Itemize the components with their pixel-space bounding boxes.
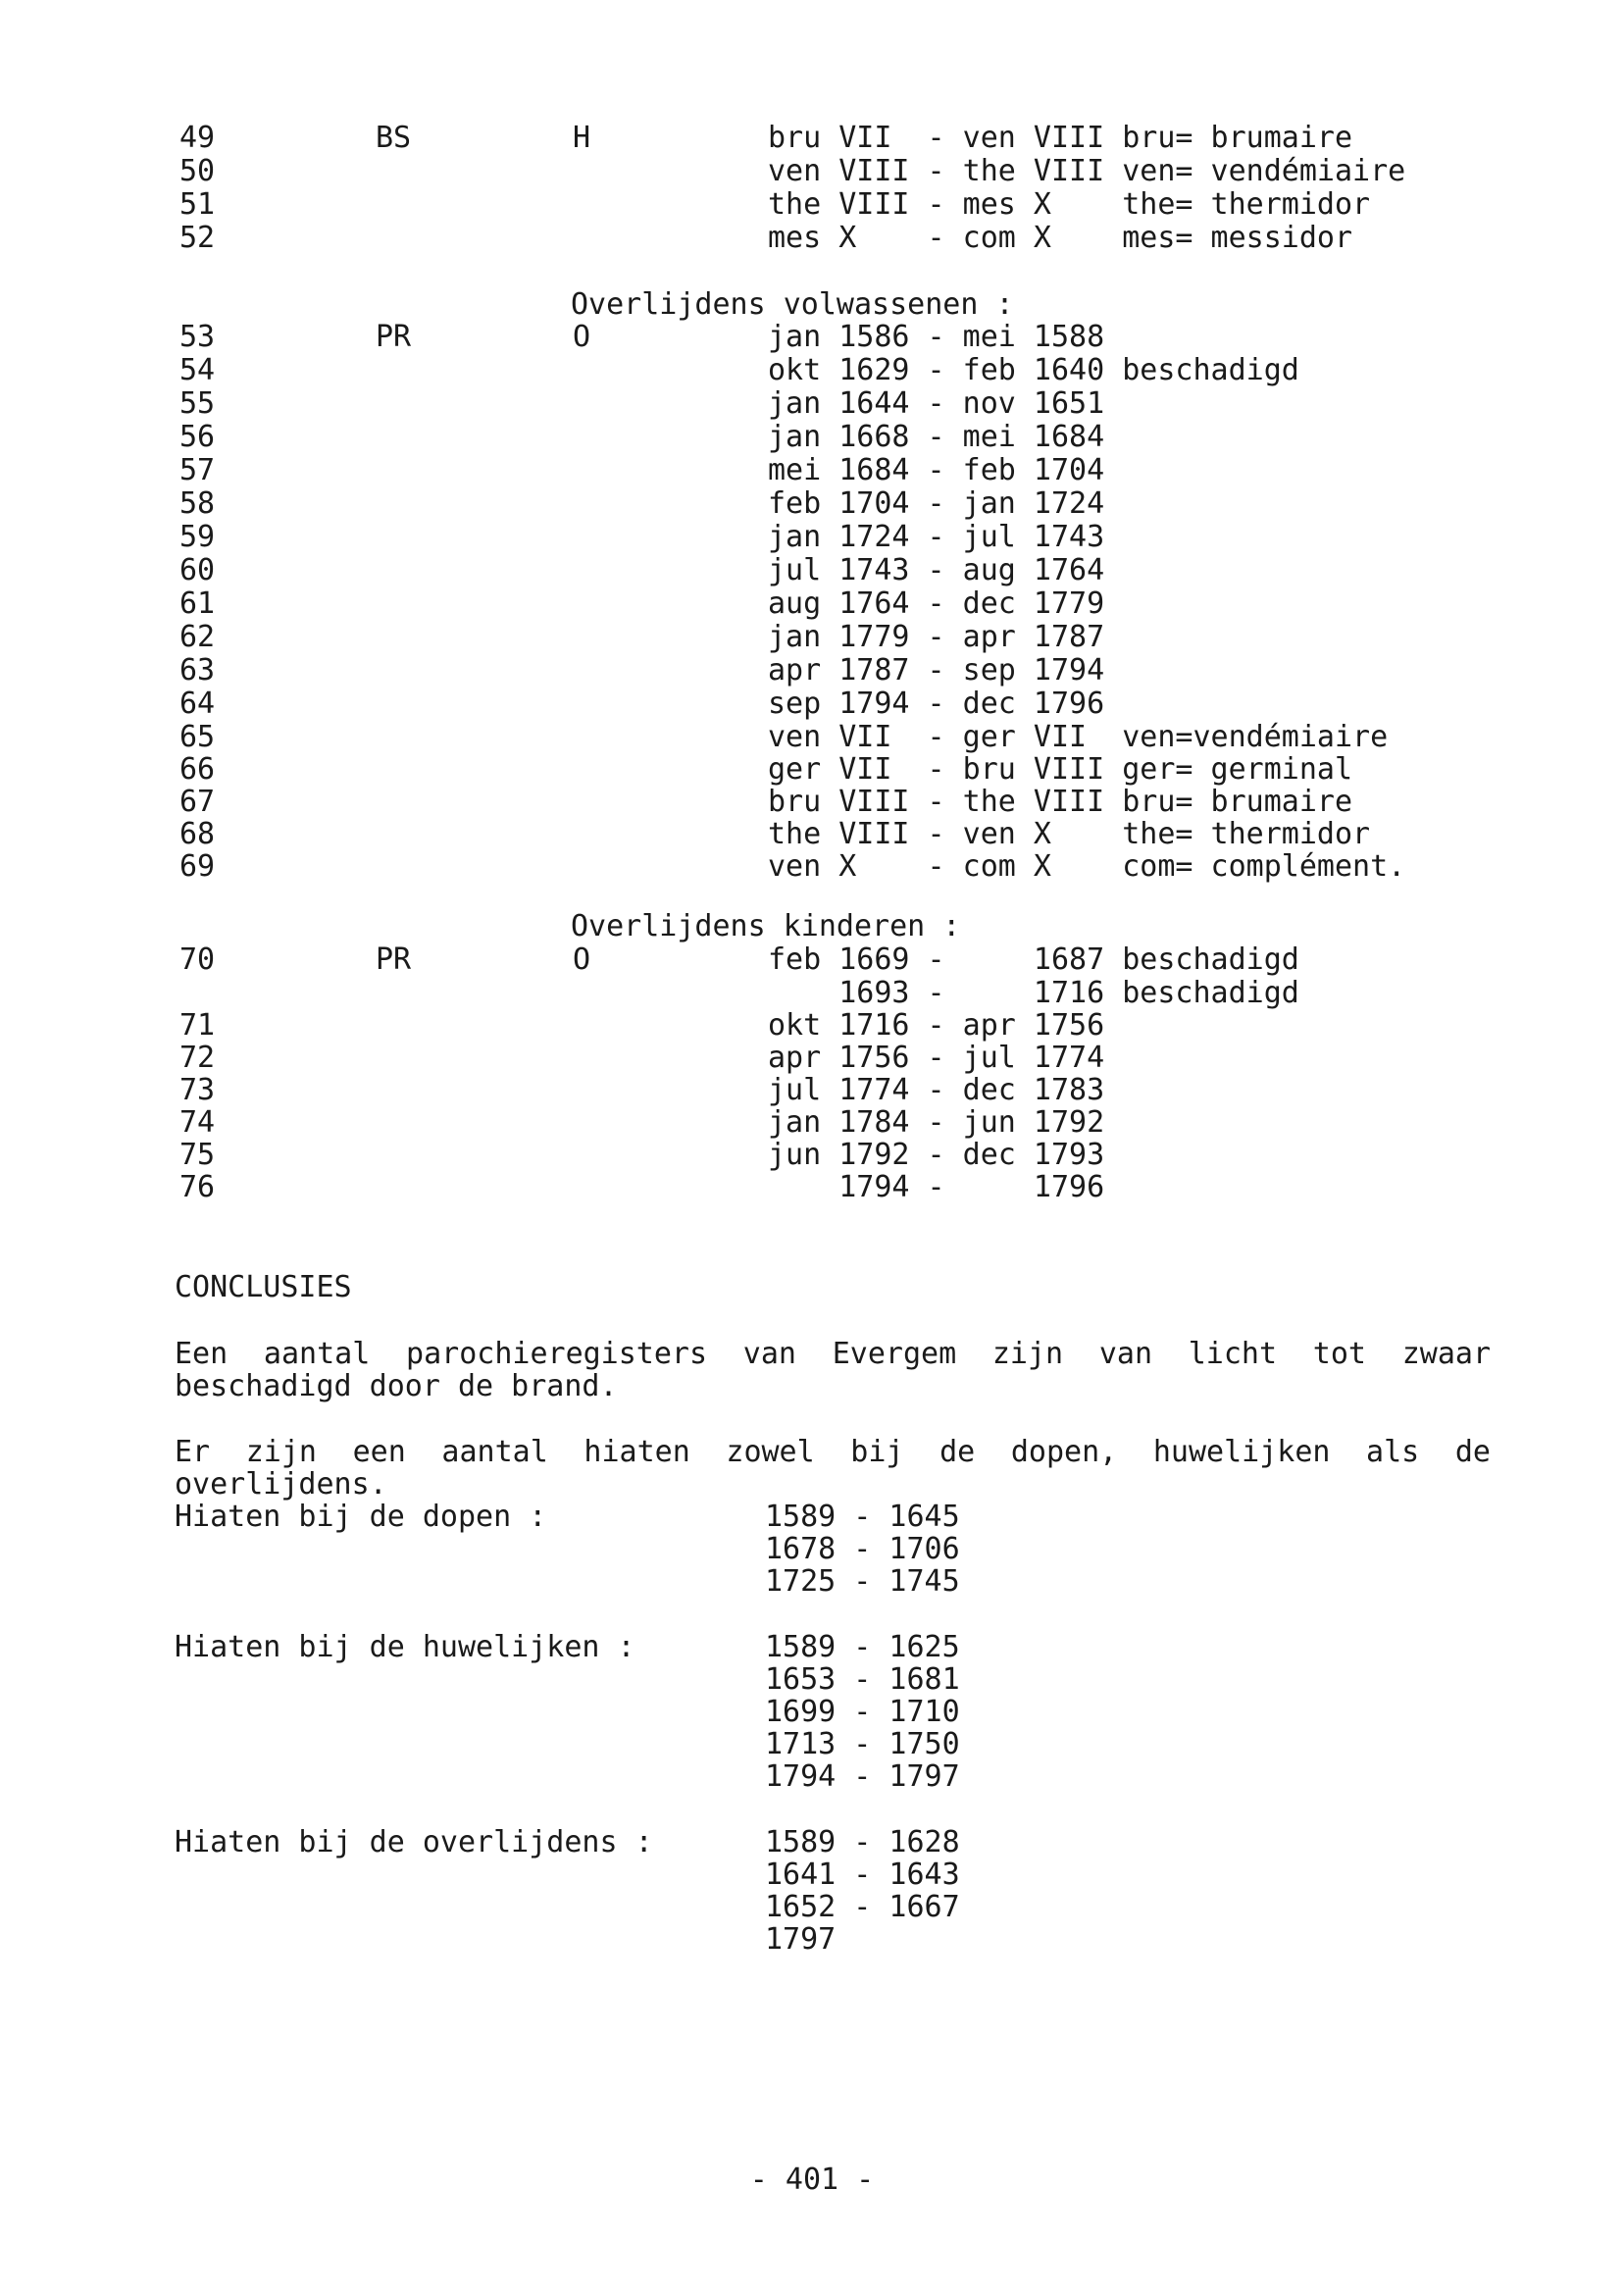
row-number: 64: [179, 687, 216, 721]
row-number: 50: [179, 154, 216, 188]
row-number: 58: [179, 486, 216, 521]
row-dates: feb 1704 - jan 1724: [768, 486, 1105, 521]
row-number: 59: [179, 520, 216, 554]
gap-range: 1589 - 1628: [765, 1825, 960, 1859]
gap-range: 1725 - 1745: [765, 1564, 960, 1599]
conclusions-paragraph: Er zijn een aantal hiaten zowel bij de dopen, huwelijken als de overlijdens.: [175, 1435, 1491, 1502]
gap-range: 1678 - 1706: [765, 1532, 960, 1566]
row-dates: jan 1724 - jul 1743: [768, 520, 1105, 554]
row-number: 55: [179, 386, 216, 421]
row-number: 68: [179, 817, 216, 851]
conclusions-title: CONCLUSIES: [175, 1270, 352, 1304]
row-number: 71: [179, 1008, 216, 1043]
row-code: O: [573, 320, 591, 354]
row-dates: jul 1743 - aug 1764: [768, 553, 1105, 587]
row-number: 73: [179, 1073, 216, 1107]
gap-range: 1652 - 1667: [765, 1890, 960, 1924]
row-number: 72: [179, 1041, 216, 1075]
row-dates: jan 1644 - nov 1651: [768, 386, 1105, 421]
row-number: 66: [179, 752, 216, 787]
row-dates: jun 1792 - dec 1793: [768, 1138, 1105, 1172]
gap-range: 1589 - 1625: [765, 1630, 960, 1664]
row-code: O: [573, 942, 591, 977]
row-dates: 1794 - 1796: [768, 1170, 1105, 1204]
row-dates: mes X - com X mes= messidor: [768, 221, 1353, 255]
gaps-label-baptisms: Hiaten bij de dopen :: [175, 1500, 547, 1534]
row-type: PR: [376, 320, 412, 354]
row-dates: jul 1774 - dec 1783: [768, 1073, 1105, 1107]
row-dates: ven VIII - the VIII ven= vendémiaire: [768, 154, 1406, 188]
row-dates: the VIII - mes X the= thermidor: [768, 187, 1371, 222]
row-dates: jan 1784 - jun 1792: [768, 1105, 1105, 1140]
row-number: 69: [179, 849, 216, 884]
row-number: 57: [179, 453, 216, 487]
row-number: 61: [179, 586, 216, 621]
gaps-label-deaths: Hiaten bij de overlijdens :: [175, 1825, 653, 1859]
row-dates: mei 1684 - feb 1704: [768, 453, 1105, 487]
row-number: 70: [179, 942, 216, 977]
row-number: 76: [179, 1170, 216, 1204]
section-heading: Overlijdens volwassenen :: [571, 287, 1014, 322]
row-number: 74: [179, 1105, 216, 1140]
row-dates: apr 1756 - jul 1774: [768, 1041, 1105, 1075]
page-number: - 401 -: [749, 2163, 875, 2197]
row-dates: ven VII - ger VII ven=vendémiaire: [768, 720, 1389, 754]
gap-range: 1589 - 1645: [765, 1500, 960, 1534]
row-number: 65: [179, 720, 216, 754]
gap-range: 1797: [765, 1922, 837, 1957]
row-type: PR: [376, 942, 412, 977]
row-dates: bru VII - ven VIII bru= brumaire: [768, 121, 1353, 155]
row-number: 60: [179, 553, 216, 587]
row-dates: okt 1629 - feb 1640 beschadigd: [768, 353, 1299, 387]
conclusions-paragraph: Een aantal parochieregisters van Evergem zijn van licht tot zwaar beschadigd door de brand.: [175, 1337, 1491, 1403]
gap-range: 1653 - 1681: [765, 1662, 960, 1697]
row-dates: 1693 - 1716 beschadigd: [768, 976, 1299, 1010]
row-dates: ven X - com X com= complément.: [768, 849, 1406, 884]
row-dates: bru VIII - the VIII bru= brumaire: [768, 785, 1353, 819]
row-number: 51: [179, 187, 216, 222]
row-number: 49: [179, 121, 216, 155]
row-number: 67: [179, 785, 216, 819]
row-number: 54: [179, 353, 216, 387]
row-number: 63: [179, 653, 216, 687]
row-dates: aug 1764 - dec 1779: [768, 586, 1105, 621]
row-dates: ger VII - bru VIII ger= germinal: [768, 752, 1353, 787]
row-dates: jan 1586 - mei 1588: [768, 320, 1105, 354]
row-type: BS: [376, 121, 412, 155]
row-dates: jan 1668 - mei 1684: [768, 420, 1105, 454]
row-number: 52: [179, 221, 216, 255]
gap-range: 1699 - 1710: [765, 1695, 960, 1729]
gaps-label-marriages: Hiaten bij de huwelijken :: [175, 1630, 635, 1664]
row-number: 53: [179, 320, 216, 354]
gap-range: 1713 - 1750: [765, 1727, 960, 1761]
row-dates: apr 1787 - sep 1794: [768, 653, 1105, 687]
row-dates: jan 1779 - apr 1787: [768, 620, 1105, 654]
row-dates: sep 1794 - dec 1796: [768, 687, 1105, 721]
row-dates: feb 1669 - 1687 beschadigd: [768, 942, 1299, 977]
gap-range: 1641 - 1643: [765, 1858, 960, 1892]
section-heading: Overlijdens kinderen :: [571, 909, 961, 943]
row-number: 62: [179, 620, 216, 654]
row-dates: okt 1716 - apr 1756: [768, 1008, 1105, 1043]
gap-range: 1794 - 1797: [765, 1759, 960, 1794]
row-code: H: [573, 121, 591, 155]
row-dates: the VIII - ven X the= thermidor: [768, 817, 1371, 851]
row-number: 75: [179, 1138, 216, 1172]
row-number: 56: [179, 420, 216, 454]
